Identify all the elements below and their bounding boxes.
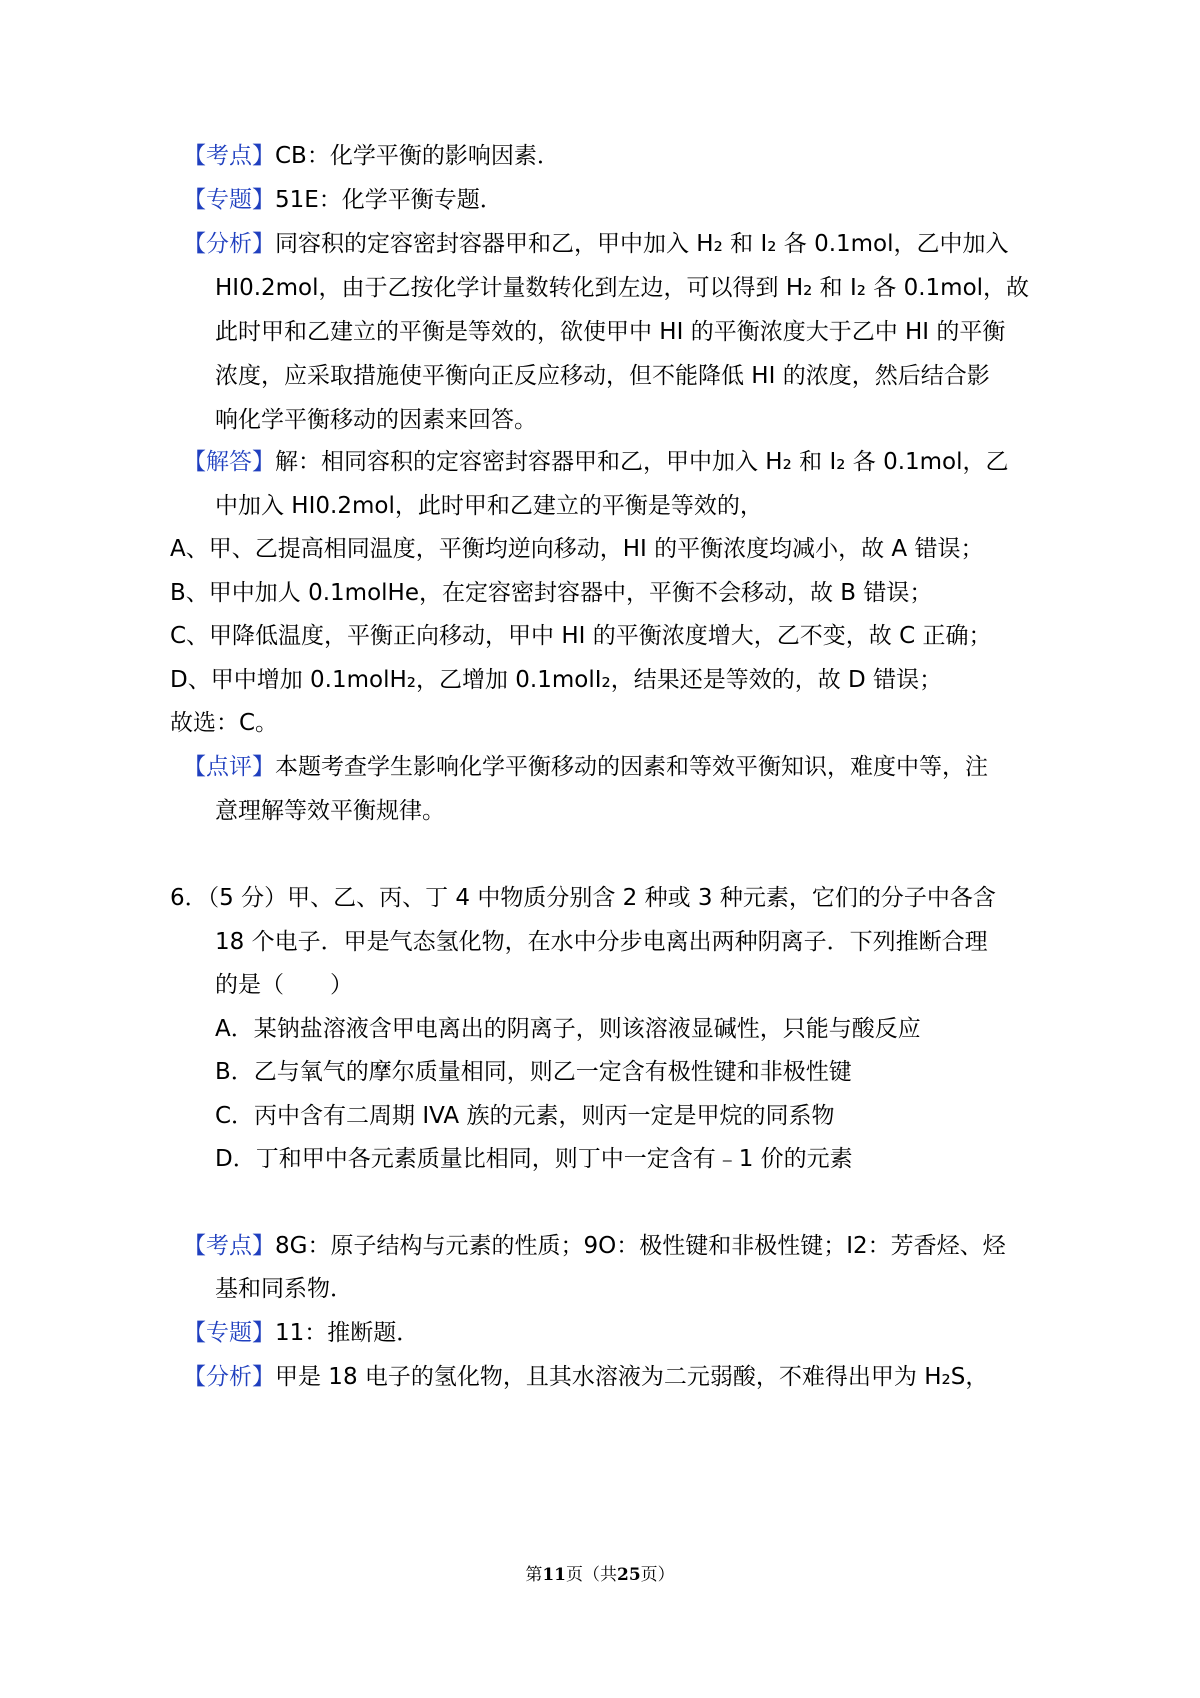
line-text: 18 个电子．甲是气态氢化物，在水中分步电离出两种阴离子．下列推断合理 — [215, 929, 988, 955]
line-text: 11：推断题． — [275, 1320, 420, 1346]
line-text: D、甲中增加 0.1molH₂，乙增加 0.1molI₂，结果还是等效的，故 D 错误； — [170, 667, 943, 693]
total-pages: 25 — [617, 1565, 641, 1585]
text-line — [183, 751, 988, 783]
section-tag: 【点评】 — [183, 754, 275, 780]
line-text: C．丙中含有二周期 IVA 族的元素，则丙一定是甲烷的同系物 — [215, 1103, 835, 1129]
footer-prefix: 第 — [525, 1565, 543, 1585]
line-text: 响化学平衡移动的因素来回答。 — [215, 407, 537, 433]
text-line — [170, 577, 932, 609]
line-text: A．某钠盐溶液含甲电离出的阴离子，则该溶液显碱性，只能与酸反应 — [215, 1016, 921, 1042]
section-tag: 【专题】 — [183, 187, 275, 213]
line-text: D．丁和甲中各元素质量比相同，则丁中一定含有﹣1 价的元素 — [215, 1146, 853, 1172]
text-line — [215, 316, 1005, 348]
line-text: 意理解等效平衡规律。 — [215, 798, 445, 824]
line-text: 基和同系物． — [215, 1276, 353, 1302]
text-line — [183, 446, 1009, 478]
line-text: 此时甲和乙建立的平衡是等效的，欲使甲中 HI 的平衡浓度大于乙中 HI 的平衡 — [215, 319, 1006, 345]
text-line — [215, 490, 763, 522]
text-line — [215, 360, 990, 392]
text-line — [183, 1317, 419, 1349]
line-text: 51E：化学平衡专题． — [275, 187, 503, 213]
question-line — [215, 926, 988, 958]
text-line — [215, 1273, 353, 1305]
line-text: 6．（5 分）甲、乙、丙、丁 4 中物质分别含 2 种或 3 种元素，它们的分子中各含 — [170, 885, 996, 911]
line-text: HI0.2mol，由于乙按化学计量数转化到左边，可以得到 H₂ 和 I₂ 各 0.1mol，故 — [215, 275, 1030, 301]
text-line — [170, 707, 278, 739]
line-text: 故选：C。 — [170, 710, 279, 736]
option-d — [215, 1143, 853, 1175]
text-line — [183, 1230, 1006, 1262]
section-tag: 【专题】 — [183, 1320, 275, 1346]
line-text: 甲是 18 电子的氢化物，且其水溶液为二元弱酸，不难得出甲为 H₂S， — [275, 1364, 989, 1390]
text-line — [183, 184, 503, 216]
text-line — [170, 620, 991, 652]
footer-suffix: 页） — [640, 1565, 675, 1585]
section-tag: 【考点】 — [183, 143, 275, 169]
text-line — [170, 664, 942, 696]
text-line — [215, 272, 1029, 304]
option-b — [215, 1056, 852, 1088]
text-line — [170, 533, 983, 565]
question-line — [170, 882, 996, 914]
line-text: 同容积的定容密封容器甲和乙，甲中加入 H₂ 和 I₂ 各 0.1mol，乙中加入 — [275, 231, 1009, 257]
text-line — [183, 140, 560, 172]
line-text: 解：相同容积的定容密封容器甲和乙，甲中加入 H₂ 和 I₂ 各 0.1mol，乙 — [275, 449, 1009, 475]
line-text: 浓度，应采取措施使平衡向正反应移动，但不能降低 HI 的浓度，然后结合影 — [215, 363, 990, 389]
footer-mid: 页（共 — [566, 1565, 617, 1585]
line-text: 本题考查学生影响化学平衡移动的因素和等效平衡知识，难度中等，注 — [275, 754, 988, 780]
line-text: 中加入 HI0.2mol，此时甲和乙建立的平衡是等效的， — [215, 493, 763, 519]
section-tag: 【考点】 — [183, 1233, 275, 1259]
page-number: 11 — [542, 1565, 566, 1585]
section-tag: 【分析】 — [183, 231, 275, 257]
option-c — [215, 1100, 834, 1132]
text-line — [215, 795, 445, 827]
text-line — [183, 228, 1009, 260]
text-line — [183, 1361, 988, 1393]
line-text: CB：化学平衡的影响因素． — [275, 143, 560, 169]
page-footer — [0, 1560, 1200, 1585]
line-text: C、甲降低温度，平衡正向移动，甲中 HI 的平衡浓度增大，乙不变，故 C 正确； — [170, 623, 992, 649]
question-line — [215, 969, 353, 1001]
line-text: B．乙与氧气的摩尔质量相同，则乙一定含有极性键和非极性键 — [215, 1059, 852, 1085]
line-text: 8G：原子结构与元素的性质；9O：极性键和非极性键；I2：芳香烃、烃 — [275, 1233, 1006, 1259]
section-tag: 【分析】 — [183, 1364, 275, 1390]
option-a — [215, 1013, 921, 1045]
line-text: B、甲中加人 0.1molHe，在定容密封容器中，平衡不会移动，故 B 错误； — [170, 580, 933, 606]
line-text: A、甲、乙提高相同温度，平衡均逆向移动，HI 的平衡浓度均减小，故 A 错误； — [170, 536, 984, 562]
section-tag: 【解答】 — [183, 449, 275, 475]
line-text: 的是（ ） — [215, 972, 353, 998]
text-line — [215, 404, 537, 436]
